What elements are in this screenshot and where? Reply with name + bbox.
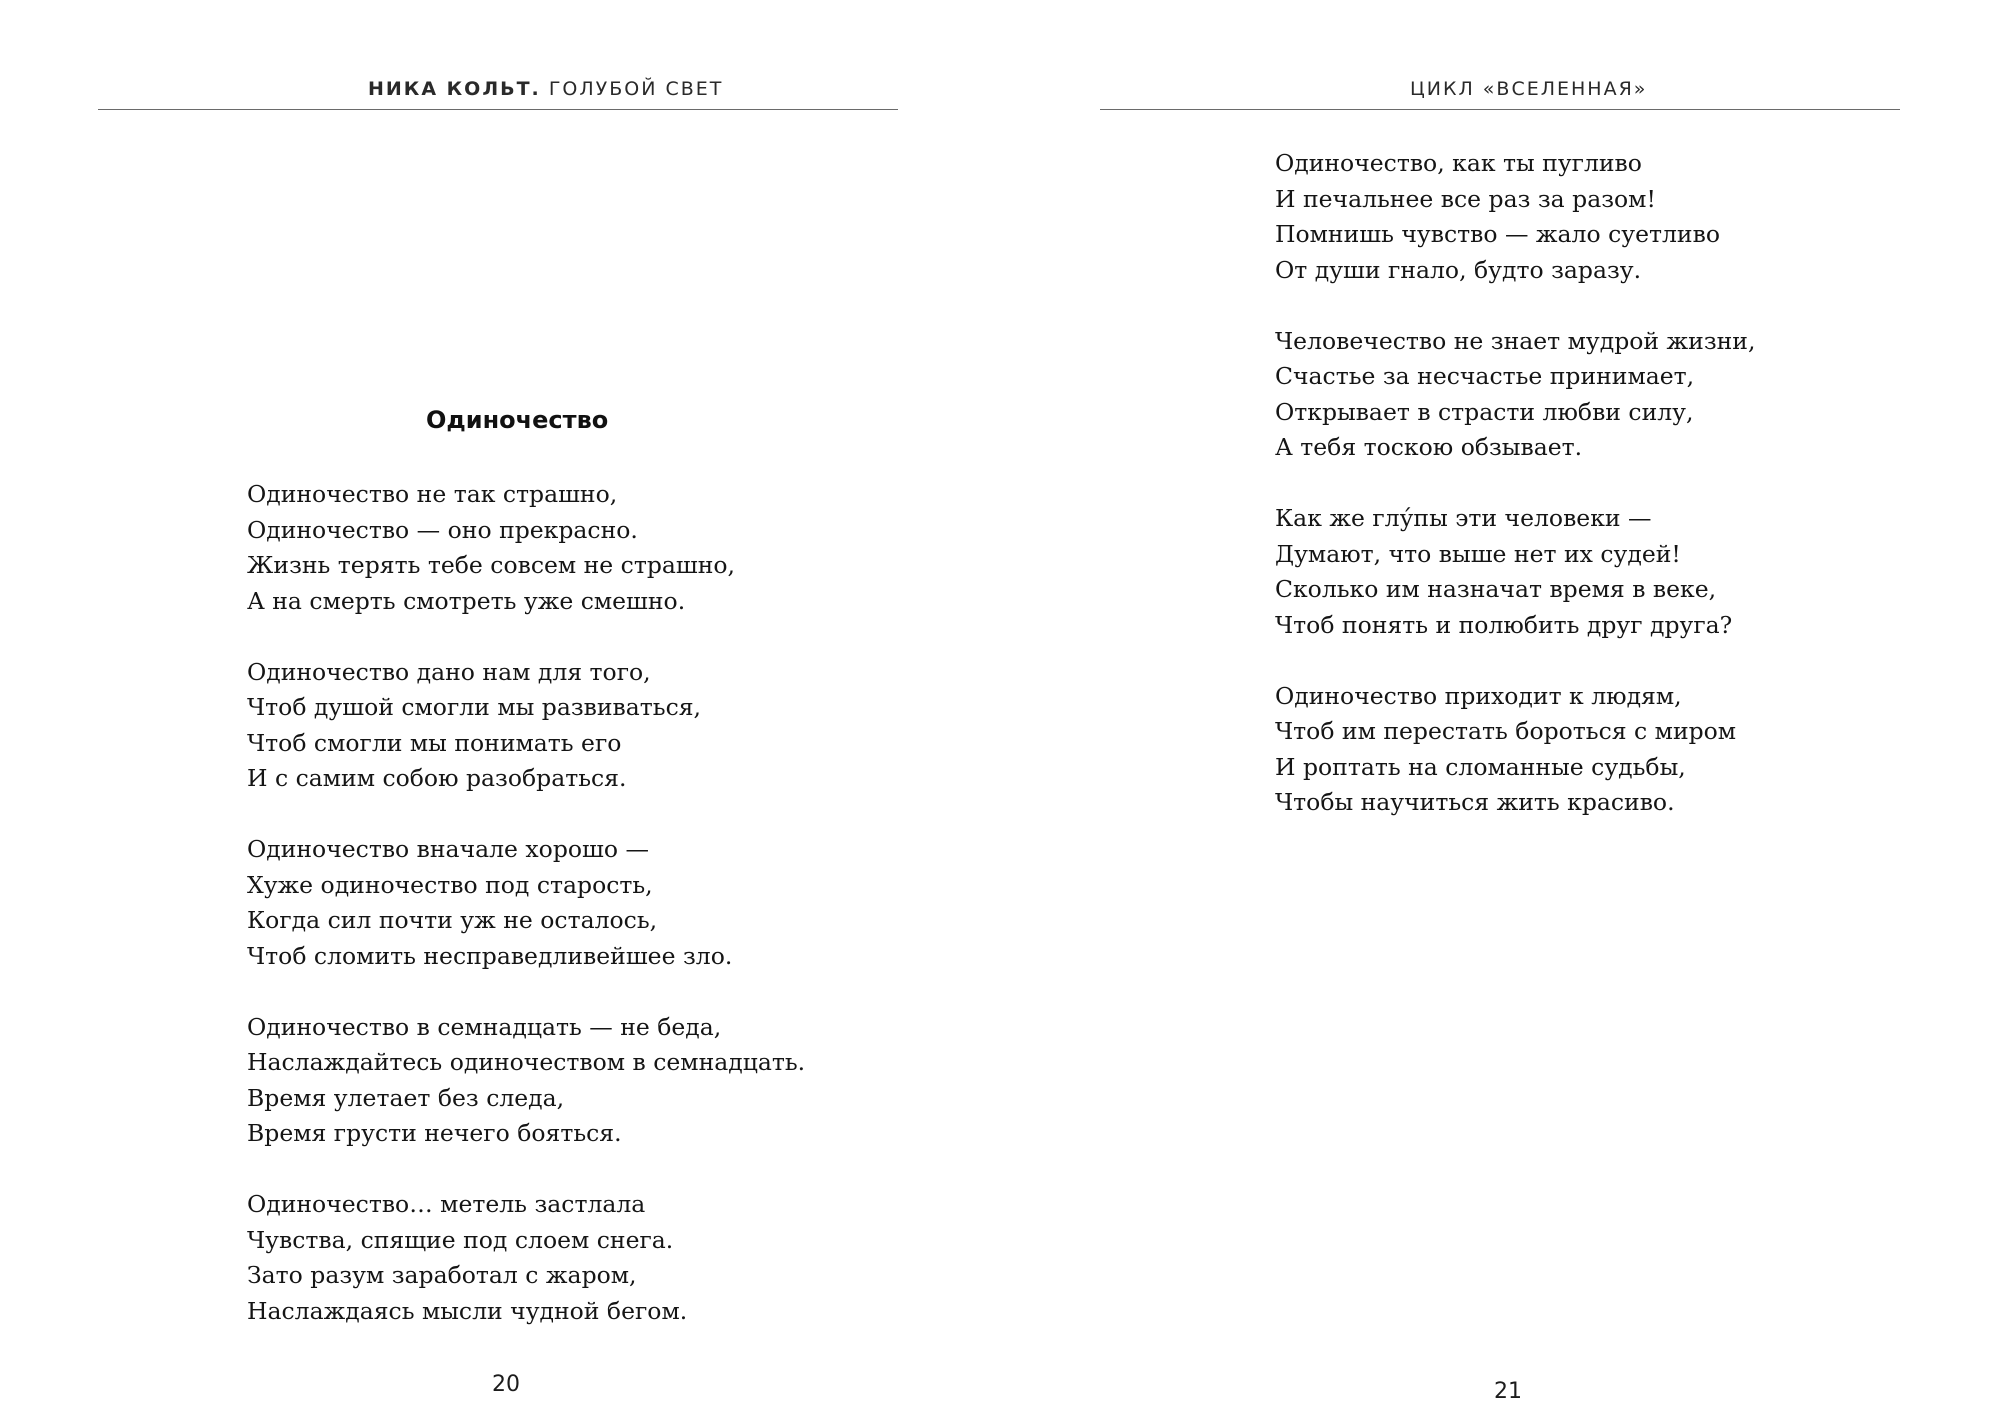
verse-line: Открывает в страсти любви силу, <box>1275 397 1694 426</box>
verse-line: Одиночество не так страшно, <box>247 480 618 508</box>
verse-line: Чувства, спящие под слоем снега. <box>247 1225 674 1254</box>
verse-line: И печальнее все раз за разом! <box>1275 184 1656 213</box>
poem-title: Одиночество <box>426 406 609 434</box>
poem-verse-left <box>247 477 805 1329</box>
verse-line: Человечество не знает мудрой жизни, <box>1275 326 1756 355</box>
page-number-right: 21 <box>1494 1379 1522 1404</box>
stanza <box>247 477 805 619</box>
page-number-left: 20 <box>492 1372 520 1397</box>
stanza <box>1275 324 1755 466</box>
verse-line: И с самим собою разобраться. <box>247 764 627 792</box>
verse-line: Сколько им назначат время в веке, <box>1275 575 1717 603</box>
verse-line: Когда сил почти уж не осталось, <box>247 906 658 934</box>
header-rule-left <box>98 109 898 110</box>
stanza <box>247 1187 805 1329</box>
stanza <box>247 1010 805 1152</box>
verse-line: Одиночество приходит к людям, <box>1275 681 1682 710</box>
running-head-book-title: ГОЛУБОЙ СВЕТ <box>548 78 724 100</box>
verse-line: Чтоб смогли мы понимать его <box>247 728 622 757</box>
verse-line: Одиночество, как ты пугливо <box>1275 149 1642 177</box>
verse-line: Наслаждаясь мысли чудной бегом. <box>247 1296 688 1325</box>
verse-line: Хуже одиночество под старость, <box>247 870 653 899</box>
stanza <box>1275 146 1755 288</box>
verse-line: Одиночество — оно прекрасно. <box>247 515 638 544</box>
verse-line: Одиночество вначале хорошо — <box>247 835 649 863</box>
running-head-author: НИКА КОЛЬТ. <box>368 78 541 100</box>
stanza <box>247 832 805 974</box>
verse-line: А тебя тоскою обзывает. <box>1275 433 1583 461</box>
verse-line: Наслаждайтесь одиночеством в семнадцать. <box>247 1048 806 1076</box>
verse-line: Чтоб понять и полюбить друг друга? <box>1275 610 1733 639</box>
verse-line: Как же глу́пы эти человеки — <box>1275 504 1652 532</box>
verse-line: Время грусти нечего бояться. <box>247 1119 622 1147</box>
verse-line: Зато разум заработал с жаром, <box>247 1261 637 1289</box>
verse-line: Чтоб сломить несправедливейшее зло. <box>247 941 733 970</box>
verse-line: Время улетает без следа, <box>247 1083 565 1112</box>
verse-line: Чтоб им перестать бороться с миром <box>1275 717 1737 745</box>
verse-line: Одиночество в семнадцать — не беда, <box>247 1012 722 1041</box>
stanza <box>1275 501 1755 643</box>
verse-line: Счастье за несчастье принимает, <box>1275 362 1695 390</box>
verse-line: Чтобы научиться жить красиво. <box>1275 788 1675 816</box>
verse-line: Жизнь терять тебе совсем не страшно, <box>247 551 736 579</box>
running-head-left <box>368 78 723 100</box>
right-page <box>1000 0 2000 1427</box>
verse-line: Помнишь чувство — жало суетливо <box>1275 220 1720 248</box>
stanza <box>1275 679 1755 821</box>
poem-verse-right <box>1275 146 1755 821</box>
verse-line: Одиночество дано нам для того, <box>247 657 651 686</box>
verse-line: Одиночество… метель застлала <box>247 1190 646 1218</box>
header-rule-right <box>1100 109 1900 110</box>
verse-line: Думают, что выше нет их судей! <box>1275 539 1681 568</box>
verse-line: А на смерть смотреть уже смешно. <box>247 586 686 615</box>
stanza <box>247 655 805 797</box>
running-head-right: ЦИКЛ «ВСЕЛЕННАЯ» <box>1410 78 1648 100</box>
verse-line: Чтоб душой смогли мы развиваться, <box>247 693 702 721</box>
verse-line: От души гнало, будто заразу. <box>1275 255 1642 284</box>
verse-line: И роптать на сломанные судьбы, <box>1275 752 1686 781</box>
